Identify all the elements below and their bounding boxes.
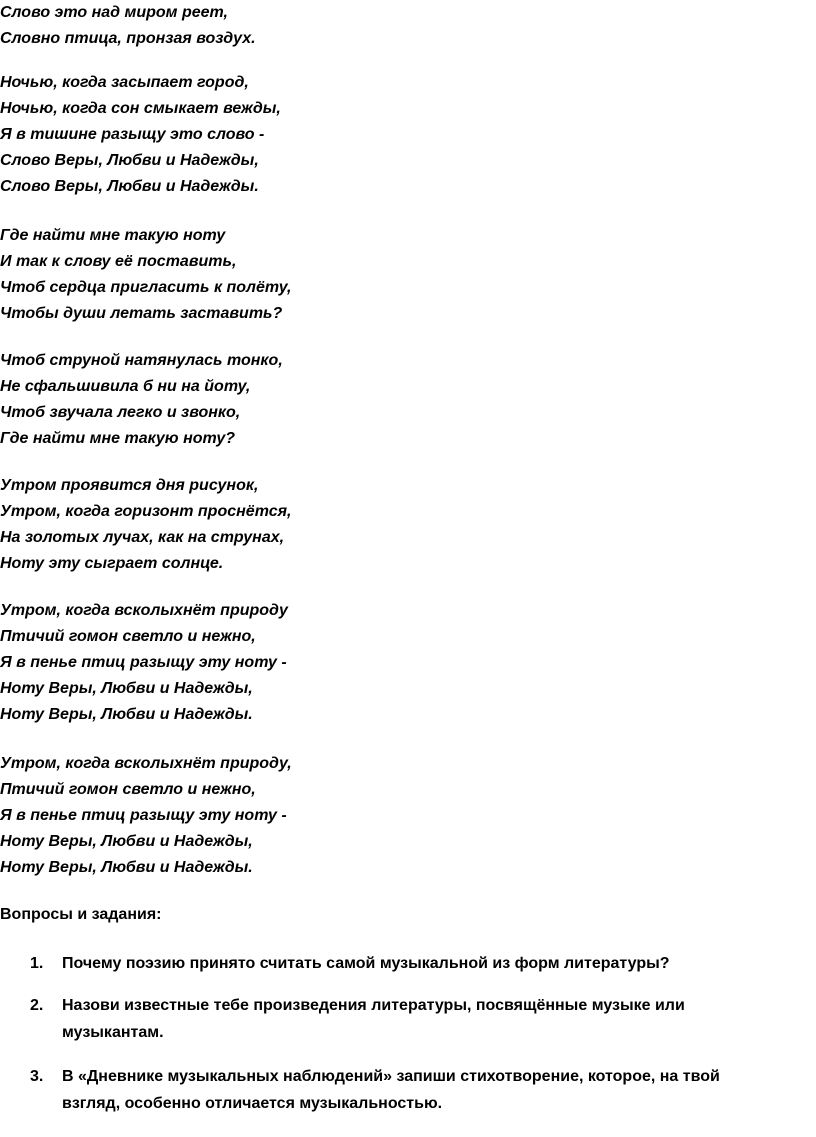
poem-stanza-6 bbox=[0, 598, 288, 728]
poem-line: Слово это над миром реет, bbox=[0, 4, 228, 21]
poem-line: И так к слову её поставить, bbox=[0, 253, 237, 270]
poem-stanza-3 bbox=[0, 223, 291, 327]
question-item-2 bbox=[0, 992, 780, 1046]
question-text: Почему поэзию принято считать самой музыкальной из форм литературы? bbox=[62, 955, 670, 972]
question-text: В «Дневнике музыкальных наблюдений» запиши стихотворение, которое, на твой взгляд, особенно отличается музыкальностью. bbox=[62, 1068, 720, 1112]
poem-line: Ноту Веры, Любви и Надежды, bbox=[0, 680, 253, 697]
poem-line: Чтобы души летать заставить? bbox=[0, 305, 283, 322]
poem-line: Ноту Веры, Любви и Надежды. bbox=[0, 706, 253, 723]
poem-stanza-1 bbox=[0, 0, 256, 52]
poem-stanza-4 bbox=[0, 348, 283, 452]
question-item-3 bbox=[0, 1063, 780, 1117]
question-number: 3. bbox=[30, 1068, 44, 1085]
questions-heading: Вопросы и задания: bbox=[0, 906, 162, 923]
poem-line: Птичий гомон светло и нежно, bbox=[0, 628, 256, 645]
poem-line: Слово Веры, Любви и Надежды. bbox=[0, 178, 259, 195]
poem-line: Слово Веры, Любви и Надежды, bbox=[0, 152, 259, 169]
poem-line: На золотых лучах, как на струнах, bbox=[0, 529, 285, 546]
poem-line: Ночью, когда засыпает город, bbox=[0, 74, 249, 91]
poem-line: Не сфальшивила б ни на йоту, bbox=[0, 378, 251, 395]
poem-stanza-5 bbox=[0, 473, 291, 577]
poem-line: Где найти мне такую ноту bbox=[0, 227, 226, 244]
poem-line: Я в тишине разыщу это слово - bbox=[0, 126, 265, 143]
poem-line: Утром, когда горизонт проснётся, bbox=[0, 503, 292, 520]
poem-line: Где найти мне такую ноту? bbox=[0, 430, 236, 447]
poem-line: Утром, когда всколыхнёт природу, bbox=[0, 755, 292, 772]
question-text: Назови известные тебе произведения литературы, посвящённые музыке или музыкантам. bbox=[62, 997, 685, 1041]
poem-stanza-7 bbox=[0, 751, 292, 881]
poem-line: Утром проявится дня рисунок, bbox=[0, 477, 259, 494]
poem-line: Ноту Веры, Любви и Надежды, bbox=[0, 833, 253, 850]
poem-line: Чтоб струной натянулась тонко, bbox=[0, 352, 283, 369]
poem-line: Словно птица, пронзая воздух. bbox=[0, 30, 256, 47]
poem-line: Я в пенье птиц разыщу эту ноту - bbox=[0, 807, 287, 824]
poem-line: Ноту Веры, Любви и Надежды. bbox=[0, 859, 253, 876]
poem-line: Птичий гомон светло и нежно, bbox=[0, 781, 256, 798]
poem-line: Утром, когда всколыхнёт природу bbox=[0, 602, 288, 619]
question-number: 2. bbox=[30, 997, 44, 1014]
question-number: 1. bbox=[30, 955, 44, 972]
poem-stanza-2 bbox=[0, 70, 281, 200]
poem-line: Я в пенье птиц разыщу эту ноту - bbox=[0, 654, 287, 671]
poem-line: Чтоб сердца пригласить к полёту, bbox=[0, 279, 292, 296]
poem-line: Ноту эту сыграет солнце. bbox=[0, 555, 224, 572]
poem-line: Чтоб звучала легко и звонко, bbox=[0, 404, 241, 421]
poem-line: Ночью, когда сон смыкает вежды, bbox=[0, 100, 281, 117]
question-item-1 bbox=[0, 950, 780, 977]
